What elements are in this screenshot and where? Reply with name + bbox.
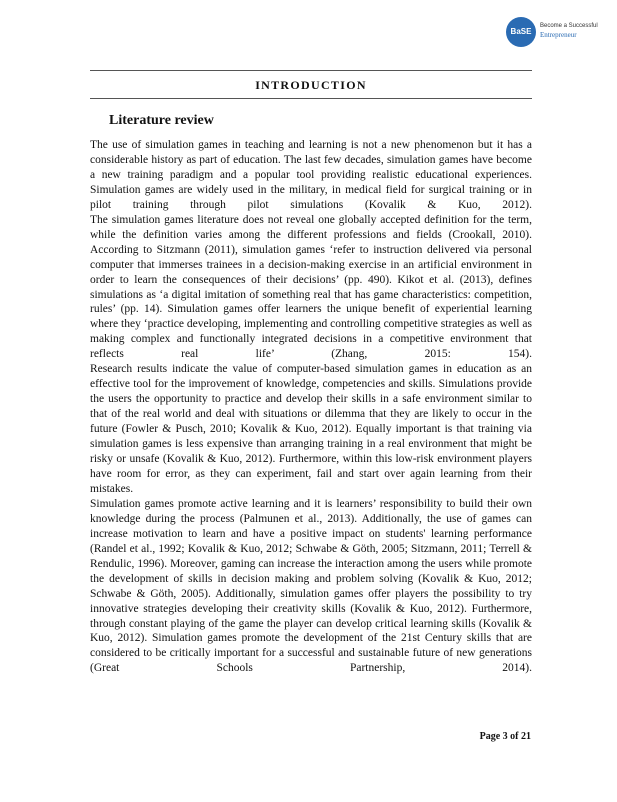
page-number: Page 3 of 21	[479, 731, 531, 742]
paragraph: The simulation games literature does not reveal one globally accepted definition for the term, while the definition varies among the different professions and fields (Crookall, 2010). According to Sitzmann (2011), simulation games ‘refer to instruction delivered via personal computer that immerses trainees in a decision-making exercise in an artificial environment in order to learn the consequences of their decisions’ (pp. 490). Kikot et al. (2013), defines simulations as ‘a digital imitation of something real that has game characteristics: competition, rules’ (pp. 14). Simulation games offer learners the unique benefit of experiential learning where they ‘practice developing, implementing and controlling competitive strategies as well as making complex and functionally integrated decisions in a competitive environment that reflects real life’ (Zhang, 2015: 154).	[90, 213, 532, 361]
subheading: Literature review	[109, 113, 214, 128]
logo-tagline-accent: Entrepreneur	[540, 31, 577, 39]
title-top-rule	[90, 70, 532, 71]
logo	[506, 17, 606, 47]
paragraph: Simulation games promote active learning and it is learners’ responsibility to build their own knowledge during the process (Palmunen et al., 2013). Additionally, the use of games can increase motivation to learn and have a positive impact on students' learning performance (Randel et al., 1992; Kovalik & Kuo, 2012; Schwabe & Göth, 2005; Sitzmann, 2011; Terrell & Rendulic, 1996). Moreover, gaming can increase the interaction among the users while promote the development of skills in decision making and problem solving (Kovalik & Kuo, 2012; Schwabe & Göth, 2005). Additionally, simulation games offer players the possibility to try innovative strategies developing their creativity skills (Kovalik & Kuo, 2012). Furthermore, through constant playing of the game the player can develop critical learning skills (Kovalik & Kuo, 2012). Simulation games promote the development of the 21st Century skills that are considered to be critically important for a successful and sustainable future of new generations (Great Schools Partnership, 2014).	[90, 497, 532, 675]
paragraph: Research results indicate the value of computer-based simulation games in education as an effective tool for the improvement of knowledge, competencies and skills. Simulations provide the users the opportunity to practice and develop their skills in a safe environment similar to that of the real world and deal with situations or dilemma that they are likely to occur in the future (Fowler & Pusch, 2010; Kovalik & Kuo, 2012). Equally important is that training via simulation games is less expensive than arranging training in a real environment that might be risky or unsafe (Kovalik & Kuo, 2012). Furthermore, within this low-risk environment players have room for error, as they can experiment, fail and start over again learning from their mistakes.	[90, 363, 532, 495]
body-text	[90, 138, 532, 676]
logo-tagline: Become a Successful	[540, 23, 598, 29]
section-title: INTRODUCTION	[255, 78, 367, 92]
title-bottom-rule	[90, 98, 532, 99]
paragraph: The use of simulation games in teaching and learning is not a new phenomenon but it has a considerable history as part of education. The last few decades, simulation games have become a new training paradigm and a popular tool providing realistic educational experiences. Simulation games are widely used in the military, in medical field for surgical training or in pilot training through pilot simulations (Kovalik & Kuo, 2012).	[90, 139, 532, 211]
logo-badge: BaSE	[506, 17, 536, 47]
